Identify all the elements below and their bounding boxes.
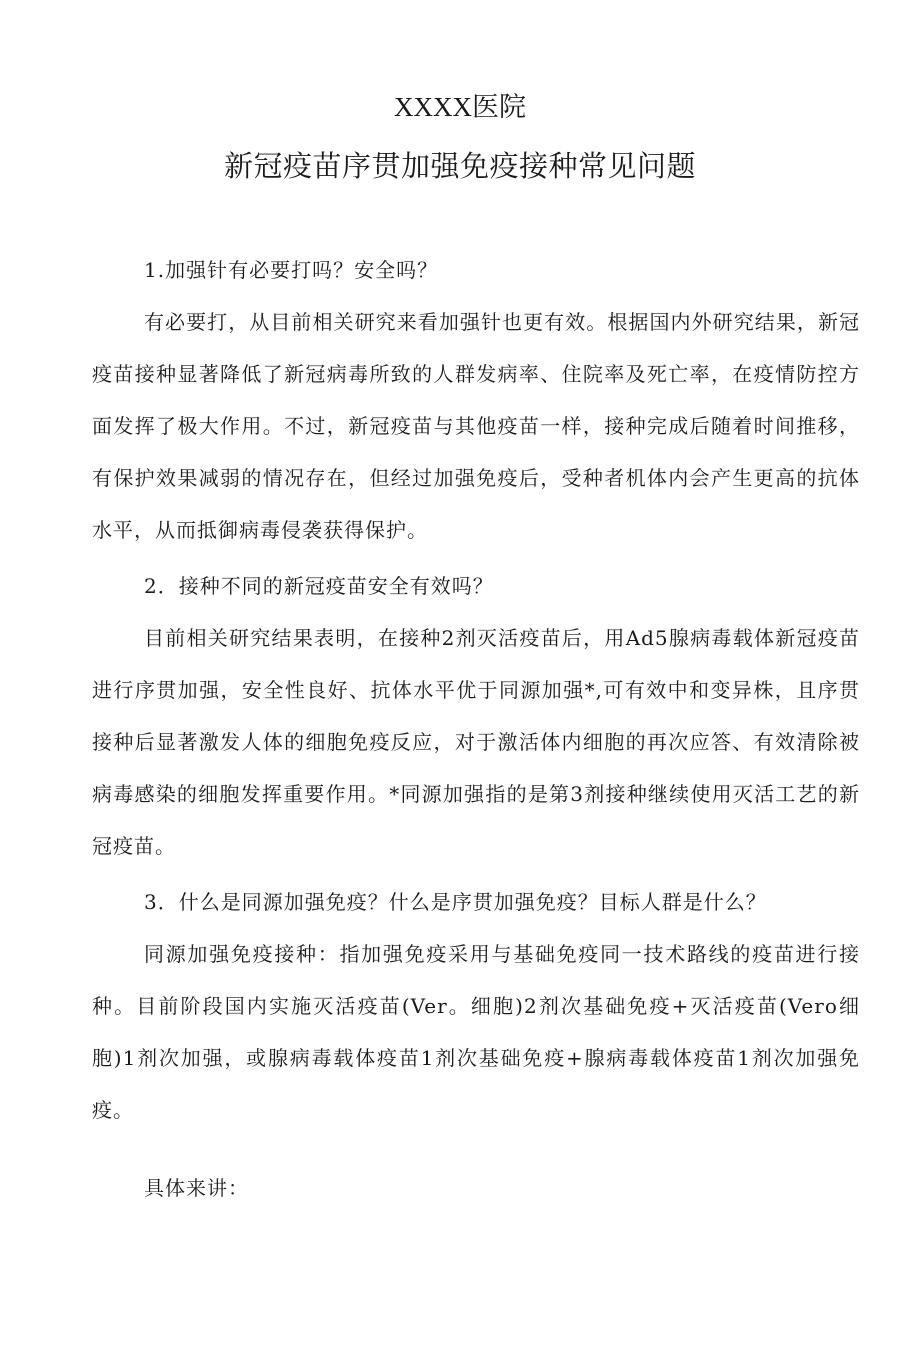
question-1: 1.加强针有必要打吗？安全吗？ [144,258,439,282]
question-2: 2．接种不同的新冠疫苗安全有效吗？ [144,574,494,598]
answer-1: 有必要打，从目前相关研究来看加强针也更有效。根据国内外研究结果，新冠疫苗接种显著降低了新冠病毒所致的人群发病率、住院率及死亡率，在疫情防控方面发挥了极大作用。不过，新冠疫苗与其他疫苗一样，接种完成后随着时间推移，有保护效果减弱的情况存在，但经过加强免疫后，受种者机体内会产生更高的抗体水平，从而抵御病毒侵袭获得保护。 [92,310,860,542]
question-3: 3．什么是同源加强免疫？什么是序贯加强免疫？目标人群是什么？ [144,890,767,914]
closing-text: 具体来讲： [144,1176,249,1200]
answer-3: 同源加强免疫接种：指加强免疫采用与基础免疫同一技术路线的疫苗进行接种。目前阶段国内实施灭活疫苗(Ver。细胞)2剂次基础免疫+灭活疫苗(Vero细胞)1剂次加强，或腺病毒载体疫苗1剂次基础免疫+腺病毒载体疫苗1剂次加强免疫。 [92,942,860,1122]
answer-2: 目前相关研究结果表明，在接种2剂灭活疫苗后，用Ad5腺病毒载体新冠疫苗进行序贯加强，安全性良好、抗体水平优于同源加强*,可有效中和变异株，且序贯接种后显著激发人体的细胞免疫反应，对于激活体内细胞的再次应答、有效清除被病毒感染的细胞发挥重要作用。*同源加强指的是第3剂接种继续使用灭活工艺的新冠疫苗。 [92,626,860,858]
document-title: 新冠疫苗序贯加强免疫接种常见问题 [223,149,696,183]
hospital-name: XXXX医院 [394,92,526,122]
